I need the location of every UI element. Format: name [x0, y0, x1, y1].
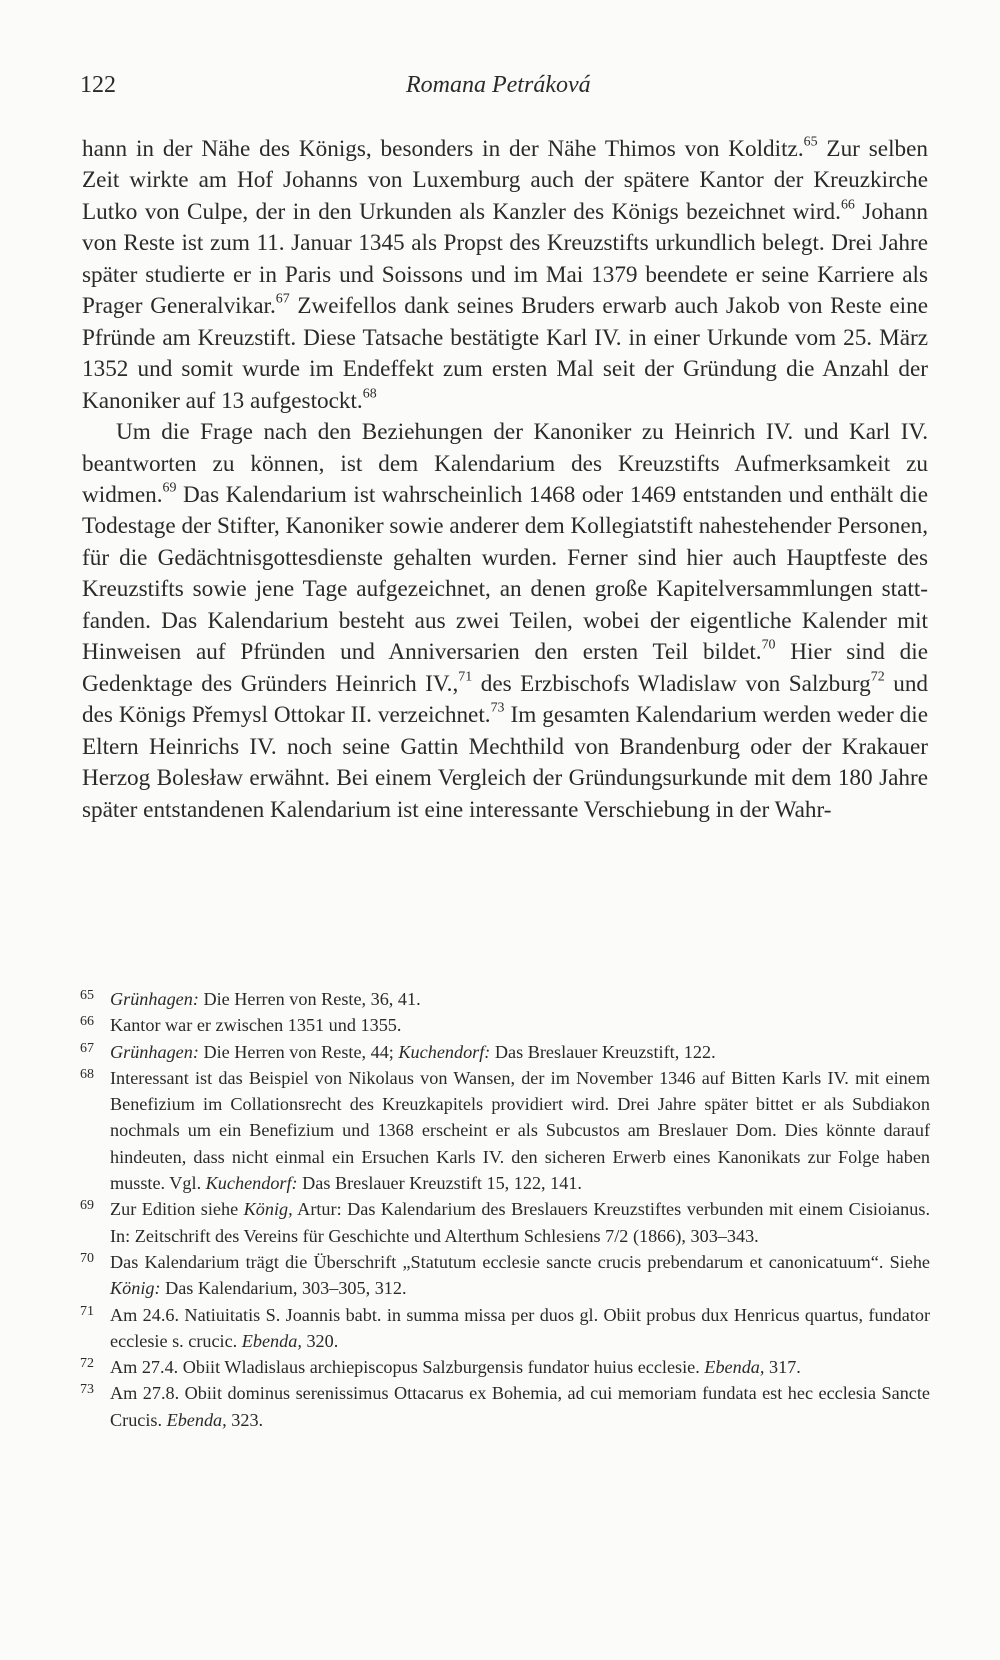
page-number: 122 — [80, 72, 116, 98]
reference-ebenda: Ebenda, — [241, 1330, 302, 1351]
text-run: Artur: Das Kalendarium des Breslauers Kreuzstiftes verbunden mit einem Cisioianus. In: Zeitschrift des Vereins für Geschichte und Alterthum Schlesiens 7/2 (1866), 303–343. — [110, 1199, 930, 1246]
text-run: 320. — [301, 1330, 339, 1351]
text-run: Am 27.4. Obiit Wladislaus archiepiscopus Salzburgensis fundator huius ecclesie. — [110, 1357, 705, 1378]
footnote-text — [110, 1039, 930, 1065]
footnote-68 — [80, 1065, 930, 1196]
paragraph-1 — [82, 134, 928, 417]
reference-ebenda: Ebenda, — [704, 1357, 765, 1378]
text-run: hann in der Nähe des Königs, besonders in der Nähe Thimos von Kolditz. — [82, 136, 804, 162]
author-name: Kuchendorf: — [398, 1041, 491, 1062]
author-name: König: — [110, 1278, 161, 1299]
text-run: Johann von Reste ist zum 11. Januar 1345 als Propst des Kreuzstifts urkundlich belegt. Drei Jahre später studierte er in Paris und Soissons und im Mai 1379 beendete er seine Karriere als Prager Generalvikar. — [82, 198, 928, 320]
footnote-text: Kantor war er zwischen 1351 und 1355. — [110, 1015, 402, 1036]
paragraph-2 — [82, 417, 928, 826]
footnote-number: 73 — [80, 1382, 94, 1398]
footnote-number: 67 — [80, 1040, 94, 1056]
footnote-number: 72 — [80, 1356, 94, 1372]
page-header — [80, 72, 920, 104]
text-run: Das Kalendarium, 303–305, 312. — [160, 1278, 407, 1299]
footnote-ref-72[interactable]: 72 — [870, 669, 885, 685]
text-run: Im gesamten Kalendarium werden weder die Eltern Heinrichs IV. noch seine Gattin Mechthild von Brandenburg oder der Krakauer Herzog Bolesław erwähnt. Bei einem Vergleich der Gründungsurkunde mit dem 180 Jahre später entstandenen Kalendarium ist eine interessante Verschiebung in der Wahr- — [82, 702, 929, 823]
footnote-72 — [80, 1354, 930, 1380]
footnote-number: 70 — [80, 1250, 94, 1266]
text-run: des Erzbischofs Wladislaw von Salzburg — [472, 670, 871, 697]
footnote-number: 68 — [80, 1066, 94, 1082]
text-run: Das Kalendarium trägt die Überschrift „Statutum ecclesie sancte crucis prebendarum et canonicatuum“. Siehe — [110, 1251, 930, 1272]
text-run: Zur Edition siehe — [110, 1199, 244, 1220]
footnote-text — [110, 1249, 930, 1302]
footnote-66 — [80, 1012, 930, 1038]
footnote-ref-71[interactable]: 71 — [458, 669, 473, 685]
footnote-text — [110, 1065, 930, 1196]
footnote-ref-67[interactable]: 67 — [275, 291, 290, 307]
text-run: Interessant ist das Beispiel von Nikolaus von Wansen, der im November 1346 auf Bitten Karls IV. mit einem Benefizium im Collationsrecht des Kreuzkapitels providiert wird. Drei Jahre später bittet er als Subdiakon nochmals um ein Benefizium und 1368 erscheint er als Subcustos am Breslauer Dom. Dies könnte darauf hindeuten, dass nicht einmal ein Ersuchen Karls IV. den sicheren Erwerb eines Kanonikats zur Folge haben musste. Vgl. — [110, 1067, 930, 1194]
text-run: Das Breslauer Kreuzstift, 122. — [490, 1041, 716, 1062]
text-run: Das Breslauer Kreuzstift 15, 122, 141. — [297, 1173, 582, 1194]
running-head-author: Romana Petráková — [406, 72, 591, 98]
footnote-ref-66[interactable]: 66 — [840, 197, 855, 213]
footnote-number: 66 — [80, 1014, 94, 1030]
main-text — [82, 134, 928, 826]
text-run: 317. — [764, 1357, 801, 1378]
footnotes — [80, 986, 930, 1433]
footnote-text — [110, 1380, 930, 1433]
footnote-ref-73[interactable]: 73 — [490, 700, 505, 716]
footnote-text — [110, 1354, 930, 1380]
author-name: Kuchendorf: — [205, 1173, 298, 1194]
footnote-ref-70[interactable]: 70 — [761, 637, 776, 653]
footnote-number: 69 — [80, 1198, 94, 1214]
footnote-69 — [80, 1196, 930, 1249]
footnote-ref-68[interactable]: 68 — [362, 386, 377, 402]
reference-ebenda: Ebenda, — [166, 1409, 227, 1430]
text-run: Am 24.6. Natiuitatis S. Joannis babt. in summa missa per duos gl. Obiit probus dux Henricus quartus, fundator ecclesie s. crucic. — [110, 1304, 930, 1351]
footnote-65 — [80, 986, 930, 1012]
text-run: Die Herren von Reste, 36, 41. — [198, 989, 421, 1009]
footnote-70 — [80, 1249, 930, 1302]
footnote-ref-69[interactable]: 69 — [162, 480, 177, 496]
text-run: Zweifellos dank seines Bruders erwarb auch Jakob von Reste eine Pfründe am Kreuzstift. Diese Tatsache bestätigte Karl IV. in einer Urkunde vom 25. März 1352 und somit wurde im Endeffekt zum ersten Mal seit der Gründung die Anzahl der Kanoniker auf 13 aufgestockt. — [82, 293, 928, 414]
footnote-67 — [80, 1039, 930, 1065]
text-run: und des Königs Přemysl Ottokar II. verzeichnet. — [82, 670, 929, 729]
footnote-73 — [80, 1380, 930, 1433]
text-run: Zur selben Zeit wirkte am Hof Johanns von Luxemburg auch der spätere Kantor der Kreuzkirche Lutko von Culpe, der in den Urkunden als Kanzler des Königs bezeichnet wird. — [82, 136, 929, 225]
footnote-number: 65 — [80, 988, 94, 1003]
text-run: Hier sind die Gedenktage des Gründers Heinrich IV., — [82, 639, 928, 697]
text-run: 323. — [226, 1409, 264, 1430]
author-name: König, — [243, 1199, 293, 1220]
footnote-71 — [80, 1302, 930, 1355]
text-run: Das Kalendarium ist wahrscheinlich 1468 oder 1469 entstanden und enthält die Todestage der Stifter, Kanoniker sowie anderer dem Kollegiatstift nahestehender Personen, für die Gedächtnisgottesdienste gehalten wurden. Ferner sind hier auch Hauptfeste des Kreuzstifts sowie jene Tage aufgezeichnet, an denen große Kapitelversammlungen stattfanden. Das Kalendarium besteht aus zwei Teilen, wobei der eigentliche Kalender mit Hinweisen auf Pfründen und Anniversarien den ersten Teil bildet. — [82, 481, 928, 666]
text-run: Die Herren von Reste, 44; — [198, 1041, 399, 1062]
text-run: Um die Frage nach den Beziehungen der Kanoniker zu Heinrich IV. und Karl IV. beantworten zu können, ist dem Kalendarium des Kreuzstifts Aufmerksamkeit zu widmen. — [82, 419, 928, 508]
footnote-number: 71 — [80, 1303, 94, 1319]
author-name: Grünhagen: — [110, 1041, 199, 1062]
footnote-text — [110, 986, 930, 1012]
footnote-text — [110, 1302, 930, 1355]
text-run: Am 27.8. Obiit dominus serenissimus Ottacarus ex Bohemia, ad cui memoriam fundata est hec ecclesia Sancte Crucis. — [110, 1383, 930, 1430]
author-name: Grünhagen: — [110, 989, 199, 1009]
footnote-ref-65[interactable]: 65 — [803, 134, 818, 150]
footnote-text — [110, 1196, 930, 1249]
